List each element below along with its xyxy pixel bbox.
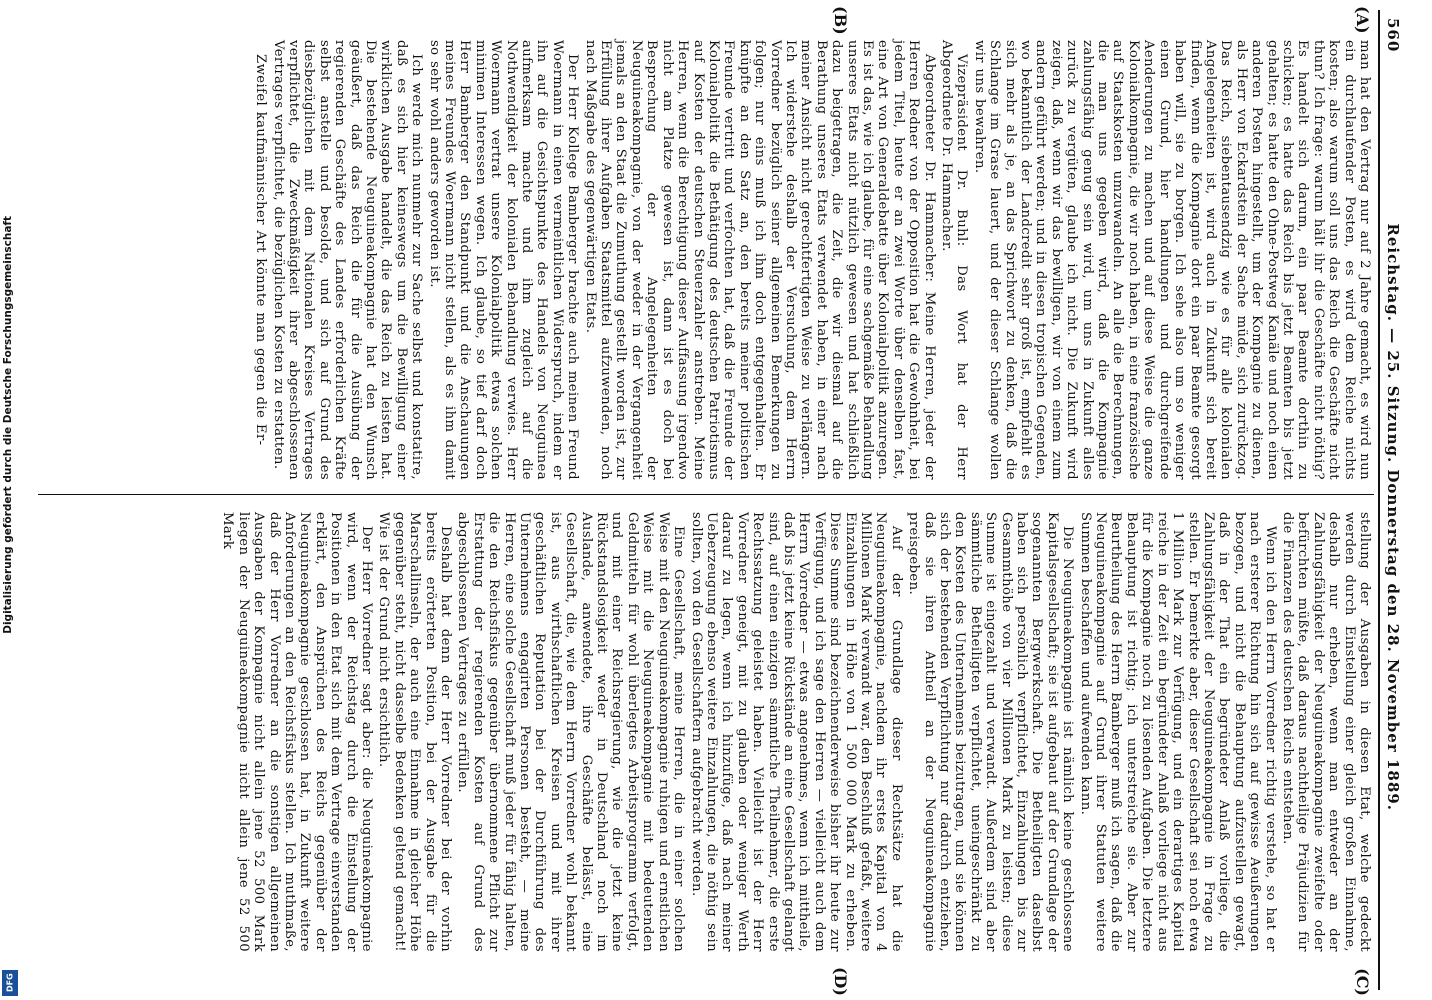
- left-column: [40, 40, 1372, 480]
- paragraph: stellung der Ausgaben in diesen Etat, welche gedeckt werden durch Einstellung einer gleich großen Einnahme, deshalb nur erheben, wenn man entweder an der Zahlungsfähigkeit der Neuguineakompagnie zweifelte oder befürchten müßte, daß daraus nachtheilige Präjudizien für die Finanzen des deutschen Reichs entstehen.: [1279, 512, 1372, 952]
- marker-a: (A): [1353, 6, 1372, 34]
- paragraph: man hat den Vertrag nur auf 2 Jahre gemacht, es wird nun ein durchlaufender Posten, es wird dem Reiche nichts kosten; also warum soll uns das Reich die Geschäfte nicht thun? Ich frage: warum hält ihr die Geschäfte nicht nöthig? Es handelt sich darum, ein paar Beamte dorthin zu schicken; es hatte das Reich bis jetzt Beamten bis jetzt gehalten; es hatte den Ohne-Postweg Kanäle und noch einen anderen Posten hingestellt, um der Kompagnie zu dienen, als Herr von Eckardstein der Sache müde, sich zurückzog. Das Reich, siebentausendzig wie es für alle kolonialen Angelegenheiten ist, wird auch in Zukunft sich bereit finden, wenn die Kompagnie dort ein paar Beamte gesorgt haben will, sie zu borgen. Ich sehe also um so weniger einen Grund, hier handlungen und durchgreifende Aenderungen zu machen und auf diese Weise die ganze Kolonialkompagnie, die wir noch haben, in eine französische auf Staatskosten umzuwandeln. An alle die Berechnungen, die man uns gegeben wird, daß die Kompagnie zahlungsfähig genug sein wird, um uns in Zukunft alles zurück zu vergüten, glaube ich nicht. Die Zukunft wird zeigen, daß, wenn wir das bewilligen, wir von einem zum andern geführt werden; und in diesen tropischen Gegenden, wo bekanntlich der Landcredit sehr groß ist, empfiehlt es sich mehr als je, an das Sprichwort zu denken, daß die Schlange im Grase lauert, und der dieser Schlange wollen wir uns bewahren.: [971, 40, 1372, 480]
- paragraph: Die Neuguineakompagnie ist nämlich keine geschlossene Kapitalsgesellschaft; sie ist aufgebaut auf der Grundlage der sogenannten Bergwerkschaft. Die Betheiligten daselbst haben sich persönlich verpflichtet, Einzahlungen bis zur Gesammthöhe von vier Millionen Mark zu leisten; diese Summe ist eingezahlt und verwandt. Außerdem sind aber sämmtliche Betheiligten verpflichtet, uneingeschränkt zu den Kosten des Unternehmens beizutragen, und sie können sich der bestehenden Verpflichtung nur dadurch entziehen, daß sie ihren Antheil an der Neuguineakompagnie preisgeben.: [906, 512, 1076, 952]
- header-rule: [1378, 10, 1380, 990]
- page-header-title: Reichstag. — 25. Sitzung. Donnerstag den 28. November 1889.: [1384, 223, 1402, 811]
- paragraph: Wenn ich den Herrn Vorredner richtig verstehe, so hat er nach ersterer Richtung hin sich auf gewisse Aeußerungen bezogen, und nicht die Behauptung aufzustellen gewagt, daß in der That ein begründeter Anlaß vorliege, die Zahlungsfähigkeit der Neuguineakompagnie in Frage zu stellen. Er bemerkte aber, dieser Gesellschaft sei noch etwa 1 Million Mark zur Verfügung, und ein derartiges Kapital reiche in der Zeit ein begründeter Anlaß vorliege nicht aus für die Kompagnie noch zu lösenden Aufgaben. Die letztere Behauptung ist richtig; ich unterstreiche sie. Aber zur Beurtheilung des Herrn Bamberger muß ich sagen, daß die Neuguineakompagnie auf Grund ihrer Statuten weitere Summen beschaffen und aufwenden kann.: [1077, 512, 1278, 952]
- right-column: [40, 512, 1372, 952]
- marker-b: (B): [831, 6, 850, 35]
- dfg-logo: DFG: [2, 970, 18, 996]
- paragraph: Auf der Grundlage dieser Rechtsätze hat die Neuguineakompagnie, nachdem ihr erstes Kapital von 4 Millionen Mark verwandt war, den Beschluß gefaßt, weitere Einzahlungen in Höhe von 1 500 000 Mark zu erheben. Diese Summe sind bezeichnenderweise bisher ihr heute zur Verfügung, und ich sage den Herren — vielleicht auch dem Herrn Vorredner — etwas angenehmes, wenn ich mittheile, daß bis jetzt keine Rückstände an eine Gesellschaft gelangt sind, auf einen einzigen sämmtliche Theilnehmer, die erste Rechtssatzung geleistet haben. Vielleicht ist der Herr Vorredner geneigt, mit zu glauben oder weniger Werth darauf zu legen, wenn ich hinzufüge, daß nach meiner Ueberzeugung ebenso weitere Einzahlungen, die nöthig sein sollten, von den Gesellschaftern aufgebracht werden.: [688, 512, 904, 952]
- paragraph: Ich werde mich nunmehr zur Sache selbst und konstatire, daß es sich hier keineswegs um die Bewilligung einer wirklichen Ausgabe handelt, die das Reich zu leisten hat. Die bestehende Neuguineakompagnie hat den Wunsch geäußert, daß das Reich die für die Ausübung der regierenden Geschäfte des Landes erforderlichen Kräfte selbst anstelle und besolde, und sich auf Grund des diesbezüglichen mit dem Nationalen Kreises Vertrages verpflichtet, die Zweckmäßigkeit ihrer abgeschlossenen Vertrages verpflichtet, die bezüglichen Kosten zu erstatten.: [270, 40, 425, 480]
- paragraph: Vizepräsident Dr. Buhl: Das Wort hat der Herr Abgeordnete Dr. Hammacher.: [939, 40, 970, 480]
- footer-credit: Digitalisierung gefördert durch die Deutsche Forschungsgemeinschaft: [2, 216, 14, 634]
- paragraph: Der Herr Kollege Bamberger brachte auch meinen Freund Woermann in einen vermeintlichen Widerspruch, indem er ihn auf die Gesichtspunkte des Handels von Neuguinea aufmerksam machte und ihm zugleich auf die Nothwendigkeit der kolonialen Behandlung verwies. Herr Woermann vertrat unsere Kolonialpolitik etwas solchen minimen Interessen wegen. Ich glaube, so tief darf doch Herr Bamberger den Standpunkt und die Anschauungen meines Freundes Woermann nicht stellen, als es ihm damit so sehr wohl anders geworden ist.: [426, 40, 581, 480]
- page-number: 560: [1384, 18, 1402, 53]
- footer: [2, 216, 20, 996]
- marker-c: (C): [1353, 968, 1372, 996]
- paragraph: Der Herr Vorredner sagt aber: die Neuguineakompagnie wird, wenn der Reichstag durch die Einstellung der Positionen in den Etat sich mit dem Vertrage einverstanden erklärt, den Ansprüchen des Reichs gegenüber der Neuguineakompagnie geschlossen hat, in Zukunft weitere Anforderungen an den Reichsfiskus stellen. Ich muthmaße, daß der Herr Vorredner an die sonstigen allgemeinen Ausgaben der Kompagnie nicht allein jene 52 500 Mark liegen der Neuguineakompagnie nicht allein jene 52 500 Mark: [220, 512, 374, 952]
- paragraph: Zweifel kaufmännischer Art könnte man gegen die Er-: [253, 54, 269, 446]
- paragraph: Abgeordneter Dr. Hammacher: Meine Herren, jeder der Herren Redner von der Opposition hat die Gewohnheit, bei jedem Titel, heute er an zwei Worte über denselben fast, eine Art von Generaldebatte über Kolonialpolitik anzuregen. Es ist das, wie ich glaube, für eine sachgemäße Behandlung unseres Etats nicht nützlich gewesen und hat schließlich dazu beigetragen, die Zeit, die wir diesmal auf die Berathung unseres Etats verwendet haben, in einer nach meiner Ansicht nicht gerechtfertigten Weise zu verlängern. Ich widerstehe deshalb der Versuchung, dem Herrn Vorredner bezüglich seiner allgemeinen Bemerkungen zu folgen; nur eins muß ich ihm doch entgegenhalten. Er knüpfte an den Satz an, den bereits meiner politischen Freunde vertritt und verfochten hat, daß die Freunde der Kolonialpolitik die Bethätigung des deutschen Patriotismus auf Kosten der deutschen Steuerzahler anstreben. Meine Herren, wenn die Berechtigung dieser Auffassung irgendwo nicht am Platze gewesen ist, dann ist es doch bei Besprechung der Angelegenheiten der Neuguineakompagnie, von der weder in der Vergangenheit jemals an den Staat die Zumuthung gestellt worden ist, zur Erfüllung ihrer Aufgaben Staatsmittel aufzuwenden, noch nach Maßgabe des gegenwärtigen Etats.: [582, 40, 937, 480]
- page-header: [1382, 18, 1404, 982]
- paragraph: Eine Gesellschaft, meine Herren, die in einer solchen Weise mit den Neuguineakompagnie ruhigen und ernstlichen Weise mit die Neuguineakompagnie mit bedeutenden Geldmitteln für wohl überlegtes Arbeitsprogramm verfolgt, und mit einer Reichsregierung, wie die jetzt keine Rückstandslosigkeit weder in Deutschland noch im Auslande, anwendete, ihre Geschäfte belässt, eine Gesellschaft, die, wie dem Herrn Vorredner wohl bekannt ist, aus wirthschaftlichen Kreisen und mit ihrer geschäftlichen Reputation bei der Durchführung des Unternehmens engagirten Personen besteht, — meine Herren, eine solche Gesellschaft muß jeder für fähig halten, die den Reichsfiskus gegenüber übernommene Pflicht zur Erstattung der regierenden Kosten auf Grund des abgeschlossenen Vertrages zu erfüllen.: [455, 512, 687, 952]
- rotated-page-content: [30, 0, 1410, 1000]
- column-divider: [38, 494, 1374, 495]
- paragraph: Deshalb hat denn der Herr Vorredner bei der vorhin bereits erörterten Position, bei der Ausgabe für die Marschallinseln, der auch eine Einnahme in gleicher Höhe gegenüber steht, nicht dasselbe Bedenken geltend gemacht! Wie ist der Grund nicht ersichtlich.: [376, 512, 454, 952]
- marker-d: (D): [831, 966, 850, 996]
